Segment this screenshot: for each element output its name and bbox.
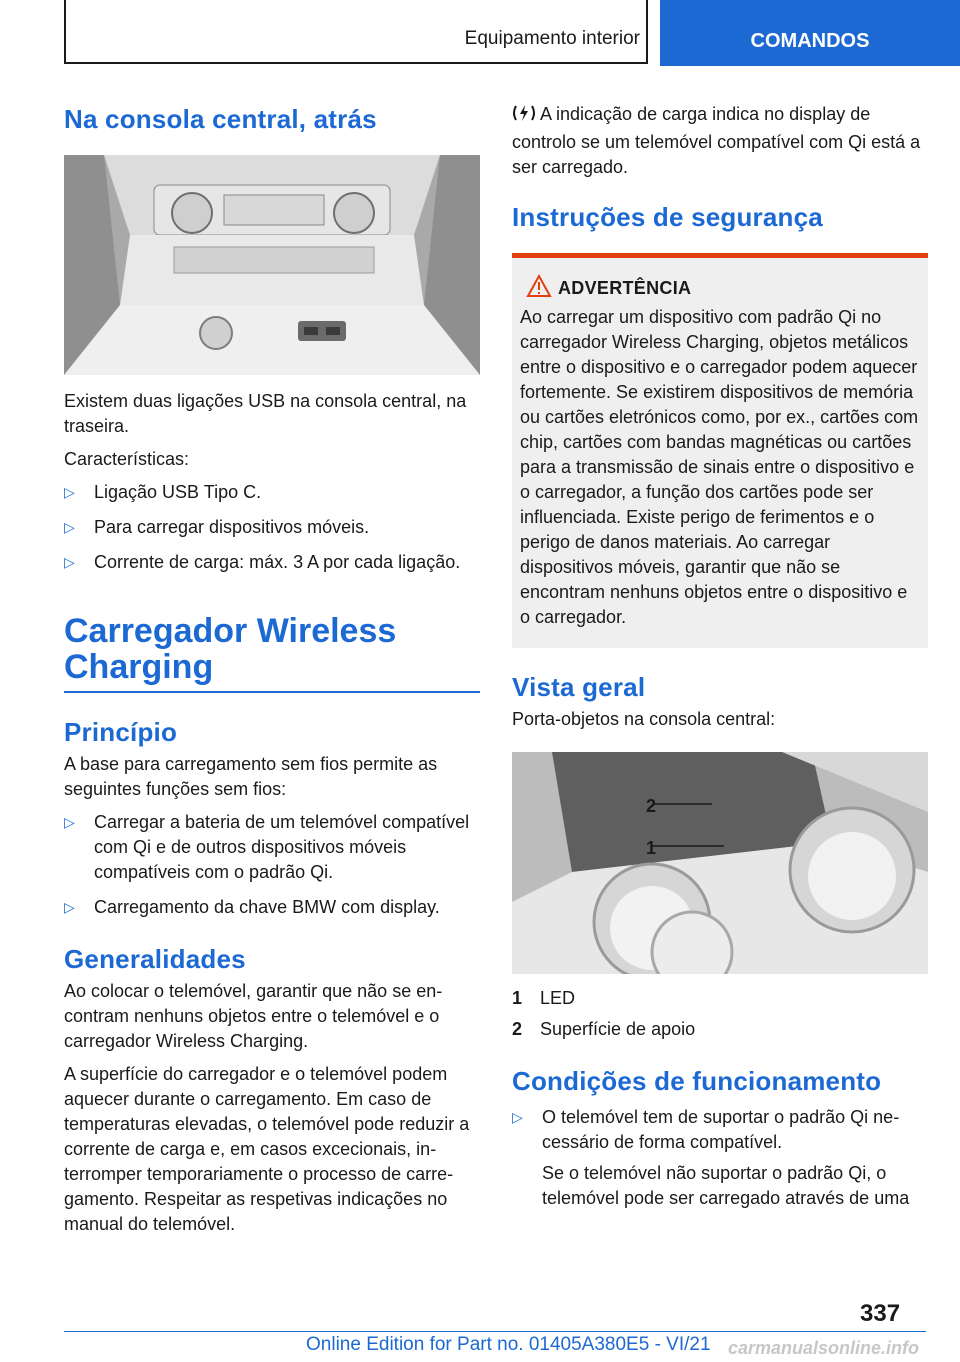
- conditions-continuation: Se o telemóvel não suportar o padrão Qi, o telemóvel pode ser carregado através de uma: [542, 1163, 910, 1208]
- principle-text: A base para carregamento sem fios permite as seguintes funções sem fios:: [64, 754, 438, 799]
- bullet-triangle-icon: ▷: [64, 484, 75, 500]
- feature-text: Ligação USB Tipo C.: [94, 482, 262, 502]
- feature-text: Para carregar dispositivos móveis.: [94, 517, 370, 537]
- principle-item-2: [64, 895, 480, 920]
- legend-item-2: [512, 1017, 928, 1042]
- heading-conditions: Condições de funcionamento: [512, 1066, 882, 1096]
- cupholder-illustration: [512, 752, 928, 974]
- rear-console-illustration: [64, 155, 480, 375]
- feature-item-2: [64, 515, 480, 540]
- bullet-triangle-icon: ▷: [64, 814, 75, 830]
- principle-item-text: Carregamento da chave BMW com display.: [94, 897, 440, 917]
- chapter-heading-line-1: Carregador Wireless: [64, 612, 397, 650]
- callout-1: 1: [646, 838, 657, 858]
- charge-indicator-desc: A indicação de carga indica no display de controlo se um telemóvel compatível com Qi está a ser carregado.: [512, 104, 921, 177]
- heading-rear-console: Na consola central, atrás: [64, 104, 377, 134]
- heading-safety: Instruções de segurança: [512, 202, 823, 232]
- rear-console-image: [64, 155, 480, 375]
- warning-box: [512, 253, 928, 648]
- right-column: [512, 100, 928, 1211]
- chapter-tab[interactable]: COMANDOS: [660, 0, 960, 66]
- conditions-item: [512, 1105, 928, 1155]
- general-paragraph-2: A superfície do carregador e o telemóvel podem aquecer durante o carregamento. Em caso de temperaturas elevadas, o telemóvel pode reduzir a corrente de carga e, em casos excecionais, interromper temporariamente o processo de carregamento. Respeitar as respetivas indicações no manual do telemóvel.: [64, 1064, 470, 1234]
- heading-overview: Vista geral: [512, 672, 646, 702]
- watermark: carmanualsonline.info: [728, 1338, 920, 1358]
- heading-principle: Princípio: [64, 717, 178, 747]
- chapter-rule: [64, 691, 480, 693]
- wireless-charge-icon: [512, 103, 540, 130]
- feature-item-3: [64, 550, 480, 575]
- principle-item-text: Carregar a bateria de um telemóvel compatível com Qi e de outros dispositivos móveis compatíveis com o padrão Qi.: [94, 812, 470, 882]
- feature-text: Corrente de carga: máx. 3 A por cada ligação.: [94, 552, 461, 572]
- general-paragraph-1: Ao colocar o telemóvel, garantir que não se encontram nenhuns objetos entre o telemóvel e o carregador Wireless Charging.: [64, 981, 443, 1051]
- bullet-triangle-icon: ▷: [512, 1109, 523, 1125]
- warning-title: ADVERTÊNCIA: [558, 278, 692, 298]
- section-title: Equipamento interior: [464, 28, 640, 49]
- legend-label: Superfície de apoio: [540, 1019, 696, 1039]
- bullet-triangle-icon: ▷: [64, 554, 75, 570]
- footer-rule: [64, 1331, 926, 1332]
- features-label: Características:: [64, 449, 190, 469]
- page-number: 337: [860, 1300, 901, 1327]
- callout-2: 2: [646, 796, 657, 816]
- warning-triangle-icon: [526, 274, 552, 303]
- warning-text: Ao carregar um dispositivo com padrão Qi no carregador Wireless Charging, objetos metálicos entre o dispositivo e o carregador podem aquecer fortemente. Se existirem dispositivos de memória ou cartões eletrónicos como, por ex., cartões com chip, cartões com bandas magnéticas ou cartões para a transmissão de sinais entre o dispositivo e o carregador, a função dos cartões pode ser influenciada. Existe perigo de ferimentos e o perigo de danos materiais. Ao carregar dispositivos móveis, garantir que não se encontram nenhuns objetos entre o dispositivo e o carregador.: [520, 307, 919, 627]
- left-column: [64, 100, 480, 1237]
- conditions-item-text: O telemóvel tem de suportar o padrão Qi necessário de forma compatível.: [542, 1107, 900, 1152]
- overview-text: Porta-objetos na consola central:: [512, 709, 776, 729]
- legend-item-1: [512, 986, 928, 1011]
- legend-number: 1: [512, 988, 523, 1008]
- heading-general: Generalidades: [64, 944, 246, 974]
- cupholder-image: [512, 752, 928, 974]
- footer-edition: Online Edition for Part no. 01405A380E5 - VI/21: [306, 1334, 711, 1355]
- usb-intro: Existem duas ligações USB na consola central, na traseira.: [64, 391, 467, 436]
- legend-number: 2: [512, 1019, 523, 1039]
- legend-label: LED: [540, 988, 576, 1008]
- warning-body: [512, 258, 928, 648]
- chapter-heading-line-2: Charging: [64, 648, 214, 686]
- bullet-triangle-icon: ▷: [64, 519, 75, 535]
- chapter-heading: [64, 613, 480, 685]
- principle-item-1: [64, 810, 480, 885]
- feature-item-1: [64, 480, 480, 505]
- bullet-triangle-icon: ▷: [64, 899, 75, 915]
- charge-indicator-text: [512, 102, 928, 180]
